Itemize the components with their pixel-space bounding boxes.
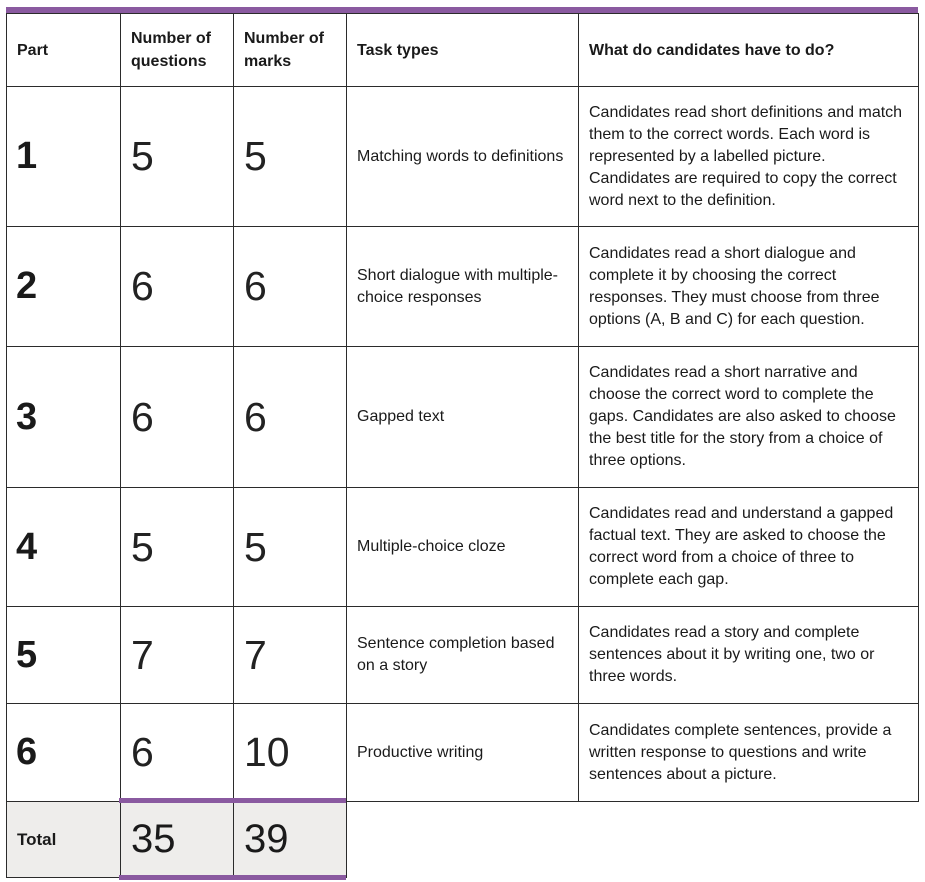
table-header-row — [7, 14, 919, 87]
total-marks: 39 — [234, 802, 347, 878]
task-type: Gapped text — [347, 347, 579, 488]
total-blank — [579, 802, 919, 878]
questions-count: 6 — [121, 704, 234, 802]
marks-count: 5 — [234, 488, 347, 607]
total-row — [7, 802, 919, 878]
table-row — [7, 704, 919, 802]
questions-count: 6 — [121, 347, 234, 488]
header-part: Part — [7, 14, 121, 87]
part-number: 3 — [7, 347, 121, 488]
part-number: 6 — [7, 704, 121, 802]
marks-count: 7 — [234, 607, 347, 704]
task-description: Candidates read and understand a gapped factual text. They are asked to choose the correct word from a choice of three to complete each gap. — [579, 488, 919, 607]
table-row — [7, 347, 919, 488]
total-label: Total — [7, 802, 121, 878]
header-questions: Number of questions — [121, 14, 234, 87]
task-description: Candidates read a short dialogue and complete it by choosing the correct responses. They must choose from three options (A, B and C) for each question. — [579, 227, 919, 347]
header-task-types: Task types — [347, 14, 579, 87]
total-questions: 35 — [121, 802, 234, 878]
table-row — [7, 87, 919, 227]
marks-count: 6 — [234, 227, 347, 347]
task-description: Candidates read a story and complete sentences about it by writing one, two or three words. — [579, 607, 919, 704]
task-type: Sentence completion based on a story — [347, 607, 579, 704]
totals-top-bar — [119, 798, 346, 803]
task-description: Candidates read short definitions and match them to the correct words. Each word is represented by a labelled picture. Candidates are required to copy the correct word next to the definition. — [579, 87, 919, 227]
part-number: 4 — [7, 488, 121, 607]
task-type: Productive writing — [347, 704, 579, 802]
part-number: 2 — [7, 227, 121, 347]
questions-count: 5 — [121, 87, 234, 227]
questions-count: 5 — [121, 488, 234, 607]
totals-bottom-bar — [119, 875, 346, 880]
marks-count: 6 — [234, 347, 347, 488]
reading-writing-spec-table — [6, 13, 919, 878]
part-number: 5 — [7, 607, 121, 704]
task-type: Short dialogue with multiple-choice responses — [347, 227, 579, 347]
header-what: What do candidates have to do? — [579, 14, 919, 87]
task-type: Multiple-choice cloze — [347, 488, 579, 607]
table-row — [7, 488, 919, 607]
table-row — [7, 227, 919, 347]
part-number: 1 — [7, 87, 121, 227]
marks-count: 5 — [234, 87, 347, 227]
questions-count: 6 — [121, 227, 234, 347]
task-type: Matching words to definitions — [347, 87, 579, 227]
task-description: Candidates complete sentences, provide a written response to questions and write sentences about a picture. — [579, 704, 919, 802]
header-marks: Number of marks — [234, 14, 347, 87]
marks-count: 10 — [234, 704, 347, 802]
questions-count: 7 — [121, 607, 234, 704]
table-row — [7, 607, 919, 704]
task-description: Candidates read a short narrative and choose the correct word to complete the gaps. Candidates are also asked to choose the best title for the story from a choice of three options. — [579, 347, 919, 488]
total-blank — [347, 802, 579, 878]
